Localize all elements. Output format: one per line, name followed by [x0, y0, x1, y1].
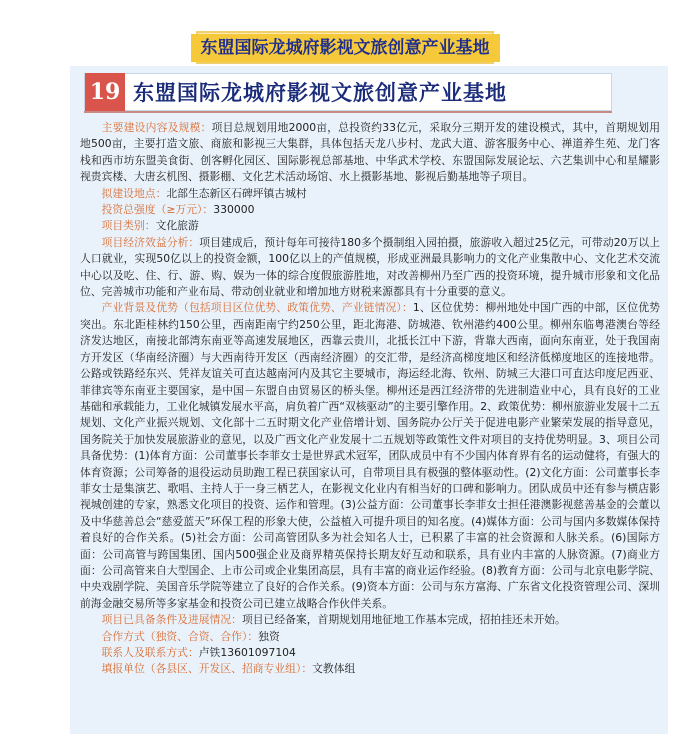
project-number: 19: [85, 73, 125, 111]
location-label: 拟建设地点：: [101, 186, 167, 200]
cooperation-text: 独资: [258, 629, 280, 643]
project-heading: [84, 73, 612, 111]
progress-label: 项目已具备条件及进展情况：: [101, 613, 242, 627]
contact-label: 联系人及联系方式：: [101, 646, 199, 659]
project-title: 东盟国际龙城府影视文旅创意产业基地: [133, 80, 507, 105]
category-label: 项目类别：: [101, 219, 156, 233]
construction-paragraph: [80, 120, 660, 186]
construction-label: 主要建设内容及规模：: [101, 121, 212, 134]
progress-paragraph: [80, 612, 660, 628]
benefit-label: 项目经济效益分析：: [101, 235, 200, 249]
top-banner: [196, 31, 494, 64]
category-text: 文化旅游: [155, 219, 199, 233]
reporter-paragraph: [80, 661, 660, 677]
contact-text: 卢铁13601097104: [198, 646, 296, 659]
banner-title: 东盟国际龙城府影视文旅创意产业基地: [191, 34, 500, 62]
investment-label: 投资总强度（≥万元）：: [101, 203, 214, 217]
reporter-label: 填报单位（各县区、开发区、招商专业组）：: [101, 662, 313, 676]
background-text: 1、区位优势：柳州地处中国广西的中部，区位优势突出。东北距桂林约150公里，西南距南宁约250公里，距北海港、防城港、钦州港约400公里。柳州东临粤港澳台等经济发达地区，南接北部湾东南亚等高速发展地区，西靠云贵川，北抵长江中下游，背靠大西南，面向东南亚，处于我国南方开发区（华南经济圈）与大西南待开发区（西南经济圈）的交汇带，是经济高梯度地区和经济低梯度地区的连接地带。公路或铁路经东兴、凭祥友谊关可直达越南河内及其它主要城市，海运经北海、钦州、防城三大港口可直达印度尼西亚、菲律宾等东南亚主要国家，是中国－东盟自由贸易区的桥头堡。柳州还是西江经济带的先进制造业中心，具有良好的工业基础和承载能力，工业化城镇发展水平高，肩负着广西“双核驱动”的主要引擎作用。2、政策优势：柳州旅游业发展十二五规划、文化产业振兴规划、文化部十二五时期文化产业倍增计划、国务院办公厅关于促进电影产业繁荣发展的指导意见，国务院关于加快发展旅游业的意见，以及广西文化产业发展十二五规划等政策性文件对项目的支持优势明显。3、项目公司具备优势：(1)体育方面：公司董事长李菲女士是世界武术冠军，团队成员中有不少国内体育界有名的运动健将，有强大的体育资源；公司筹备的退役运动员助跑工程已获国家认可，自带项目具有极强的整体驱动性。(2)文化方面：公司董事长李菲女士是集演艺、歌唱、主持人于一身三栖艺人，在影视文化业内有相当好的口碑和影响力。团队成员中还有参与横店影视城创建的专家，熟悉文化项目的投资、运作和管理。(3)公益方面：公司董事长李菲女士担任港澳影视慈善基金的会董以及中华慈善总会“慈爱蓝天”环保工程的形象大使，公益植入可提升项目的知名度。(4)媒体方面：公司与国内多数媒体保持着良好的合作关系。(5)社会方面：公司高管团队多为社会知名人士，已积累了丰富的社会资源和人脉关系。(6)国际方面：公司高管与跨国集团、国内500强企业及商界精英保持长期友好互动和联系，具有业内丰富的人脉资源。(7)商业方面：公司高管来自大型国企、上市公司或企业集团高层，具有丰富的商业运作经验。(8)教育方面：公司与北京电影学院、中央戏剧学院、美国音乐学院等建立了良好的合作关系。(9)资本方面：公司与东方富海、广东省文化投资管理公司、深圳前海金融交易所等多家基金和投资公司已建立战略合作伙伴关系。: [80, 301, 660, 610]
benefit-text: 项目建成后，预计每年可接待180多个摄制组入园拍摄，旅游收入超过25亿元，可带动20万以上人口就业，实现50亿以上的投资金额，100亿以上的产值规模，形成亚洲最具影响力的文化产业集散中心、文化艺术交流中心以及吃、住、行、游、购、娱为一体的综合度假旅游胜地，对改善柳州乃至广西的投资环境，提升城市形象和文化品位、完善城市功能和产业布局、带动创业就业和增加地方财税来源都具有十分重要的意义。: [80, 235, 660, 299]
cooperation-paragraph: [80, 629, 660, 645]
benefit-paragraph: [80, 235, 660, 301]
background-paragraph: [80, 300, 660, 612]
investment-text: 330000: [213, 203, 255, 217]
location-paragraph: [80, 186, 660, 202]
progress-text: 项目已经备案，首期规划用地征地工作基本完成，招拍挂还未开始。: [241, 613, 566, 627]
category-paragraph: [80, 218, 660, 234]
investment-paragraph: [80, 202, 660, 218]
background-label: 产业背景及优势（包括项目区位优势、政策优势、产业链情况）：: [101, 301, 413, 315]
location-text: 北部生态新区石碑坪镇古城村: [166, 186, 307, 200]
contact-paragraph: [80, 645, 660, 661]
project-details: [80, 120, 660, 678]
reporter-text: 文教体组: [312, 662, 356, 676]
construction-text: 项目总规划用地2000亩，总投资约33亿元，采取分三期开发的建设模式，其中，首期规划用地500亩，主要打造文旅、商旅和影视三大集群，具体包括天龙八步村、龙武大道、游客服务中心、禅道养生苑、龙门客栈和西市坊东盟美食街、创客孵化园区、国际影视总部基地、中华武术学校、东盟国际发展论坛、六艺集训中心和星耀影视贵宾楼、大唐玄机图、摄影棚、文化艺术活动场馆、水上摄影基地、影视后勤基地等子项目。: [80, 121, 660, 184]
cooperation-label: 合作方式（独资、合资、合作）：: [101, 629, 259, 643]
